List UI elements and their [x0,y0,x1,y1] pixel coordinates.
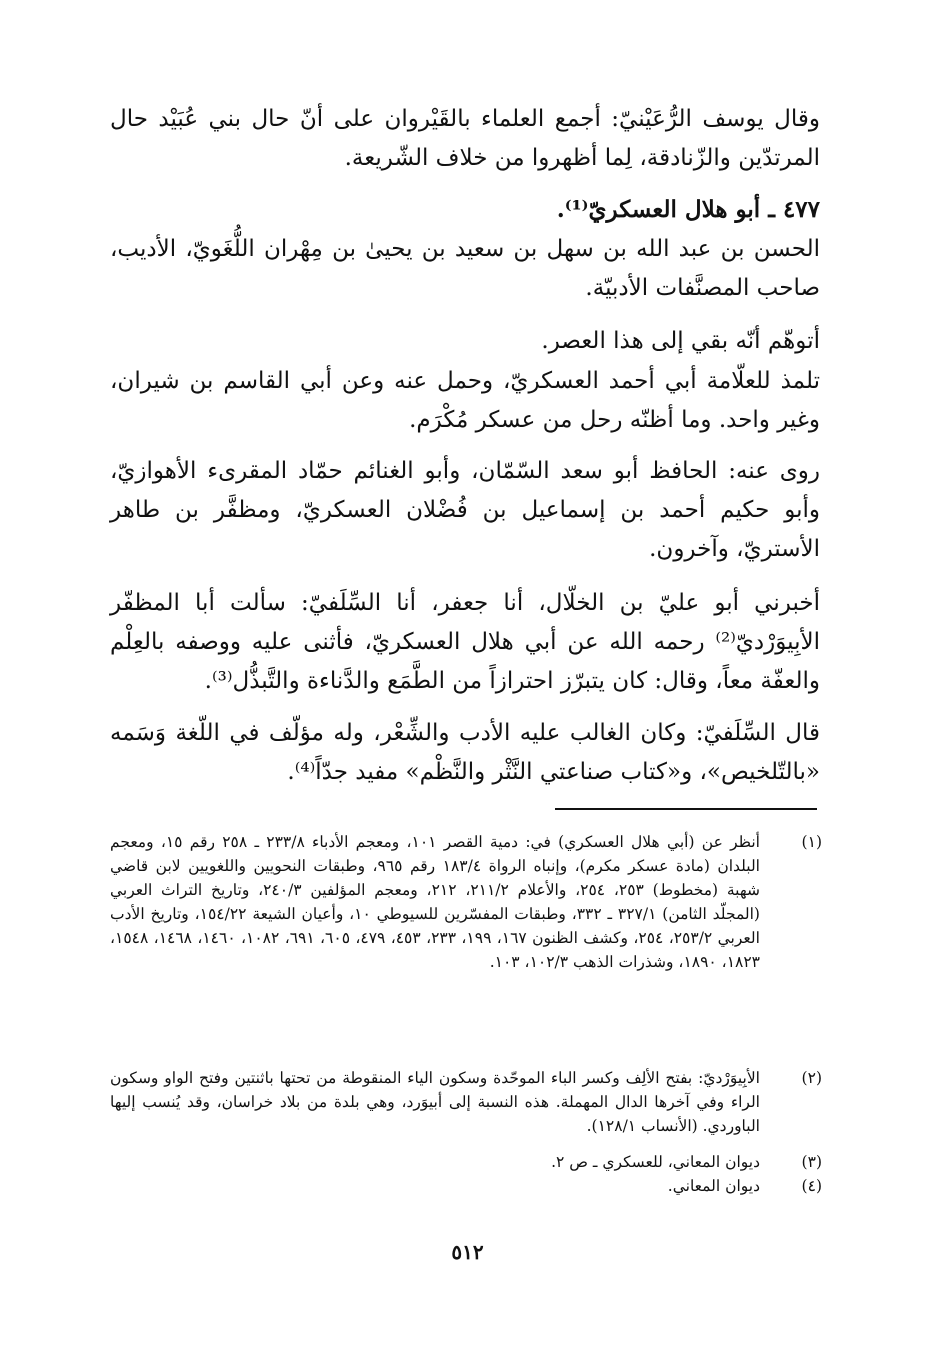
footnote-2 [110,1066,822,1138]
footnote-number: (٤) [801,1177,822,1195]
paragraph-era: أتوهّم أنّه بقي إلى هذا العصر. [541,328,820,354]
paragraph-silafi-report: أخبرني أبو عليّ بن الخلّال، أنا جعفر، أنا السِّلَفيّ: سألت أبا المظفّر الأبِيوَرْديّ⁽²⁾ رحمه الله عن أبي هلال العسكريّ، فأثنى عليه ووصفه بالعِلْم والعفّة معاً، وقال: كان يتبرّز احترازاً من الطَّمَع والدَّناءة والتَّبذُّل⁽³⁾. [110,590,820,694]
footnote-number: (٣) [801,1153,822,1171]
footnote-text: الأبِيوَرْديّ: بفتح الألِف وكسر الباء الموحّدة وسكون الياء المنقوطة من تحتها باثنتين وفتح الواو وسكون الراء وفي آخرها الدال المهملة. هذه النسبة إلى أبيوَرد، وهي بلدة من بلاد خراسان، وقد يُنسب إليها الباوردي. (الأنساب ١٢٨/١). [110,1069,760,1135]
footnote-1 [110,830,822,974]
footnote-3 [110,1150,822,1174]
footnote-text: ديوان المعاني. [667,1177,760,1195]
footnote-text: أنظر عن (أبي هلال العسكري) في: دمية القصر ١٠١، ومعجم الأدباء ٢٣٣/٨ ـ ٢٥٨ رقم ١٥، ومعجم البلدان (مادة عسكر مكرم)، وإنباه الرواة ١٨٣/٤ رقم ٩٦٥، وطبقات النحويين واللغويين لابن قاضي شهبة (مخطوط) ٢٥٣، ٢٥٤، والأعلام ٢١١/٢، ٢١٢، ومعجم المؤلفين ٢٤٠/٣، وتاريخ التراث العربي (المجلّد الثامن) ٣٢٧/١ ـ ٣٣٢، وطبقات المفسّرين للسيوطي ١٠، وأعيان الشيعة ١٥٤/٢٢، وتاريخ الأدب العربي ٢٥٣/٢، ٢٥٤، وكشف الظنون ١٦٧، ١٩٩، ٢٣٣، ٤٥٣، ٤٧٩، ٦٠٥، ٦٩١، ١٠٨٢، ١٤٦٠، ١٤٦٨، ١٥٤٨، ١٨٢٣، ١٨٩٠، وشذرات الذهب ١٠٢/٣، ١٠٣. [110,833,760,971]
page-number: ٥١٢ [451,1240,484,1264]
paragraph-works: قال السِّلَفيّ: وكان الغالب عليه الأدب والشِّعْر، وله مؤلّف في اللّغة وَسَمه «بالتّلخيص»، و«كتاب صناعتي النَّثْر والنَّظْم» مفيد جدّاً⁽⁴⁾. [110,720,820,785]
paragraph-lineage: الحسن بن عبد الله بن سهل بن سعيد بن يحيىٰ بن مِهْران اللُّغَويّ، الأديب، صاحب المصنَّفات الأدبيّة. [110,236,820,301]
paragraph-students: روى عنه: الحافظ أبو سعد السّمّان، وأبو الغنائم حمّاد المقرىء الأهوازيّ، وأبو حكيم أحمد بن إسماعيل بن فُضْلان العسكريّ، ومظفَّر بن طاهر الأستريّ، وآخرون. [110,458,820,562]
footnote-4 [110,1174,822,1198]
entry-heading: ٤٧٧ ـ أبو هلال العسكريّ⁽¹⁾. [556,196,820,223]
footnote-number: (١) [801,833,822,851]
footnote-separator [555,808,817,810]
paragraph-teachers: تلمذ للعلّامة أبي أحمد العسكريّ، وحمل عنه وعن أبي القاسم بن شيران، وغير واحد. وما أظنّه رحل من عسكر مُكْرَم. [110,368,820,433]
footnote-text: ديوان المعاني، للعسكري ـ ص ٢. [551,1153,760,1171]
footnote-number: (٢) [801,1069,822,1087]
paragraph-ruayni: وقال يوسف الرُّعَيْنيّ: أجمع العلماء بالقَيْروان على أنّ حال بني عُبَيْد حال المرتدّين والزّنادقة، لِما أظهروا من خلاف الشّريعة. [110,106,820,171]
